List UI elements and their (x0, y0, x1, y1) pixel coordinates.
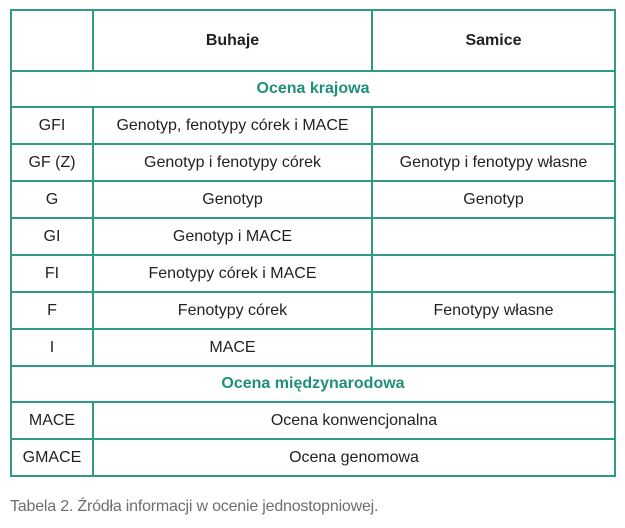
row-cows (372, 218, 615, 255)
section-title-national: Ocena krajowa (11, 71, 615, 107)
row-bulls: Genotyp i MACE (93, 218, 372, 255)
table-row (11, 255, 615, 292)
row-bulls: Fenotypy córek i MACE (93, 255, 372, 292)
table-row (11, 107, 615, 144)
table-row (11, 218, 615, 255)
row-code: G (11, 181, 93, 218)
row-bulls: MACE (93, 329, 372, 366)
section-row-national (11, 71, 615, 107)
header-cows: Samice (372, 10, 615, 71)
table-row (11, 329, 615, 366)
row-code: I (11, 329, 93, 366)
header-empty-cell (11, 10, 93, 71)
row-cows (372, 329, 615, 366)
row-code: FI (11, 255, 93, 292)
section-title-international: Ocena międzynarodowa (11, 366, 615, 402)
row-merged-value: Ocena konwencjonalna (93, 402, 615, 439)
table-row (11, 402, 615, 439)
row-code: GF (Z) (11, 144, 93, 181)
table-row (11, 292, 615, 329)
row-bulls: Genotyp (93, 181, 372, 218)
row-code: MACE (11, 402, 93, 439)
row-code: GI (11, 218, 93, 255)
row-bulls: Genotyp i fenotypy córek (93, 144, 372, 181)
row-cows (372, 107, 615, 144)
table-row (11, 439, 615, 476)
table-header-row (11, 10, 615, 71)
row-cows: Fenotypy własne (372, 292, 615, 329)
info-sources-table (10, 9, 616, 477)
row-cows (372, 255, 615, 292)
section-row-international (11, 366, 615, 402)
table-row (11, 144, 615, 181)
row-bulls: Genotyp, fenotypy córek i MACE (93, 107, 372, 144)
row-cows: Genotyp (372, 181, 615, 218)
row-code: GMACE (11, 439, 93, 476)
row-bulls: Fenotypy córek (93, 292, 372, 329)
row-code: F (11, 292, 93, 329)
table-row (11, 181, 615, 218)
row-merged-value: Ocena genomowa (93, 439, 615, 476)
info-sources-table-container (10, 9, 614, 477)
row-code: GFI (11, 107, 93, 144)
row-cows: Genotyp i fenotypy własne (372, 144, 615, 181)
table-caption: Tabela 2. Źródła informacji w ocenie jednostopniowej. (10, 498, 379, 515)
header-bulls: Buhaje (93, 10, 372, 71)
